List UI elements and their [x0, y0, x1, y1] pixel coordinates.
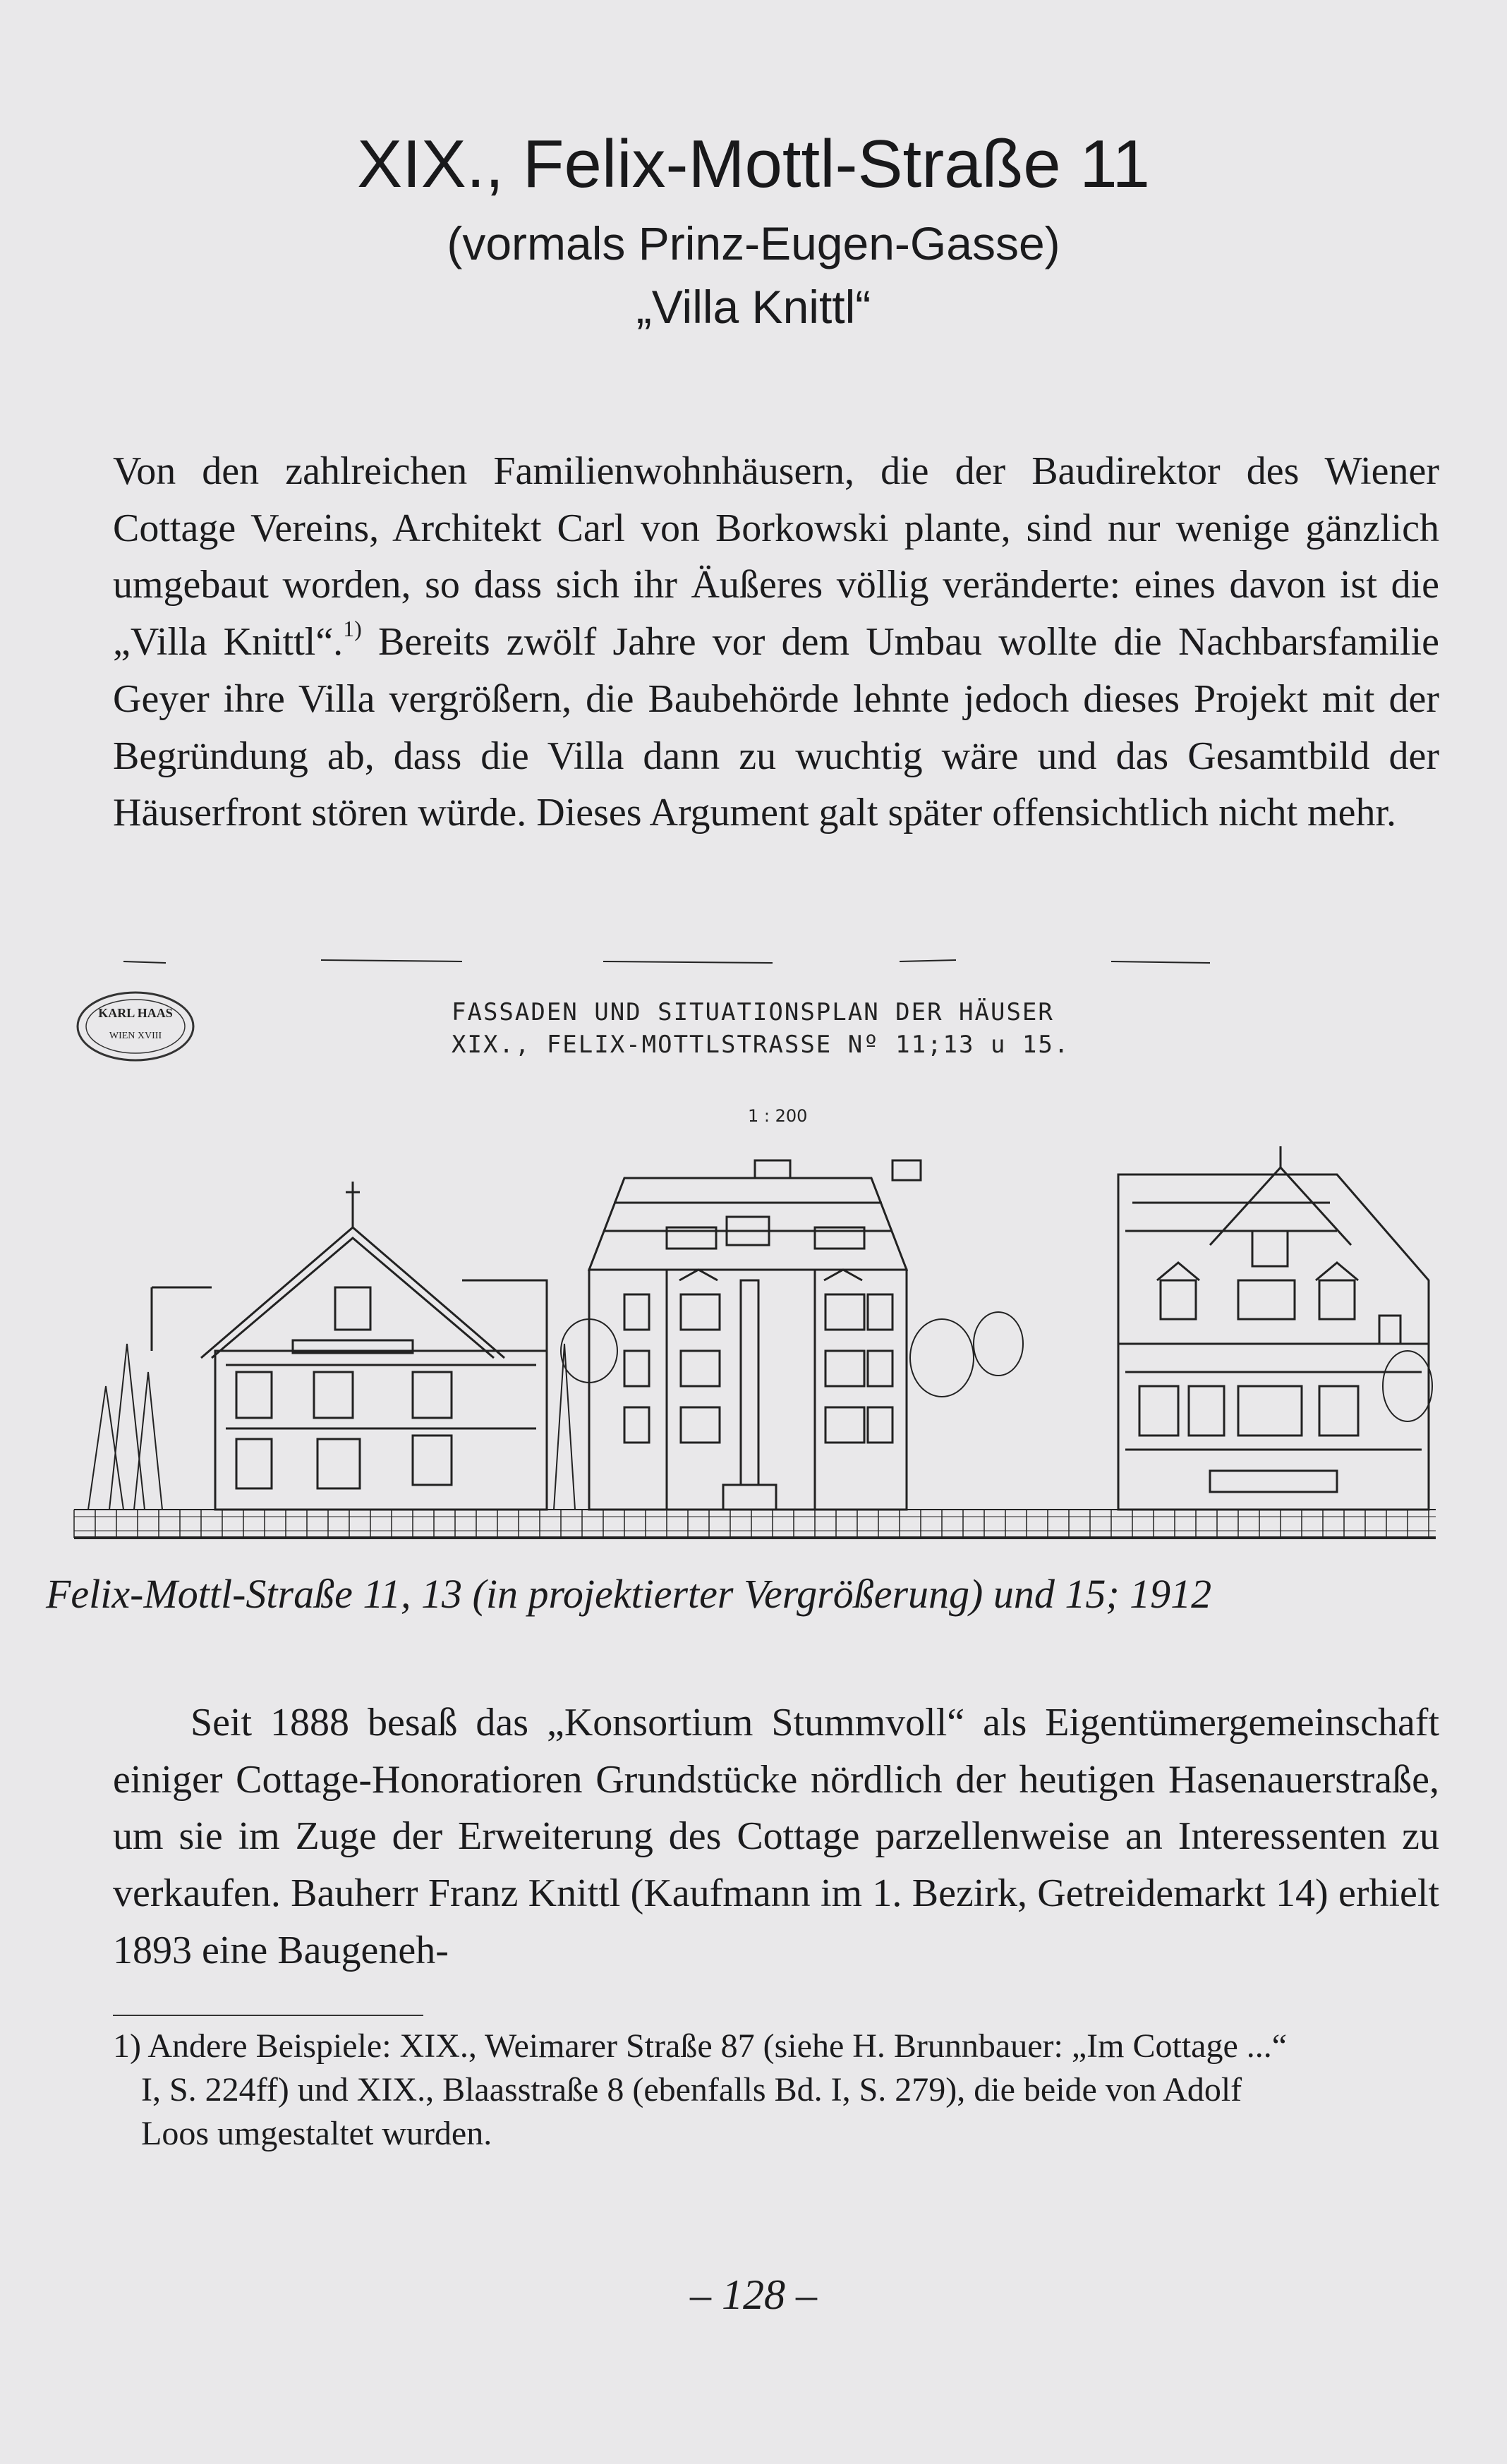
intro-text-continued: Bereits zwölf Jahre vor dem Umbau wollte die Nachbarsfamilie Geyer ihre Villa vergrößern, die Baubehörde lehnte jedoch dieses Projekt mit der Begründung ab, dass die Villa dann zu wuchtig wäre und das Gesamtbild der Häuserfront stören würde. Dieses Argument galt später offensichtlich nicht mehr.	[113, 620, 1439, 835]
intro-text: Von den zahlreichen Familienwohnhäusern, die der Baudirektor des Wiener Cottage Vereins, Architekt Carl von Borkowski plante, sind nur wenige gänzlich umgebaut worden, so dass sich ihr Äußeres völlig veränderte: eines davon ist die „Villa Knittl“.	[113, 449, 1439, 664]
footnote-line3: Loos umgestaltet wurden.	[141, 2115, 492, 2152]
stamp-place: WIEN XVIII	[109, 1031, 162, 1041]
body-paragraph	[113, 1694, 1439, 1979]
house-11	[152, 1182, 547, 1510]
house-13	[589, 1160, 921, 1510]
footnote-rule	[113, 2015, 423, 2016]
body-text: Seit 1888 besaß das „Konsortium Stummvoll“ als Eigentümergemeinschaft einiger Cottage-Honoratioren Grundstücke nördlich der heutigen Hasenauerstraße, um sie im Zuge der Erweiterung des Cottage parzellenweise an Interessenten zu verkaufen. Bauherr Franz Knittl (Kaufmann im 1. Bezirk, Getreidemarkt 14) erhielt 1893 eine Baugeneh-	[113, 1701, 1439, 1972]
footnote-line2: I, S. 224ff) und XIX., Blaasstraße 8 (ebenfalls Bd. I, S. 279), die beide von Adolf	[141, 2071, 1242, 2108]
house-15	[1118, 1146, 1429, 1510]
footnote-line1: 1) Andere Beispiele: XIX., Weimarer Straße 87 (siehe H. Brunnbauer: „Im Cottage ...“	[113, 2027, 1288, 2065]
page-subtitle: (vormals Prinz-Eugen-Gasse)	[447, 217, 1060, 269]
drawing-title-line2: XIX., FELIX-MOTTLSTRASSE Nº 11;13 u 15.	[452, 1031, 1070, 1059]
drawing-title-line1: FASSADEN UND SITUATIONSPLAN DER HÄUSER	[452, 998, 1054, 1026]
villa-name: „Villa Knittl“	[636, 281, 871, 333]
intro-paragraph	[113, 443, 1439, 842]
page-number: – 128 –	[690, 2271, 817, 2318]
archive-stamp	[74, 988, 198, 1065]
footnote	[113, 2025, 1439, 2156]
figure-caption: Felix-Mottl-Straße 11, 13 (in projektierter Vergrößerung) und 15; 1912	[46, 1571, 1212, 1617]
page-title: XIX., Felix-Mottl-Straße 11	[357, 126, 1150, 202]
drawing-title	[452, 996, 1228, 1061]
drawing-scale: 1 : 200	[748, 1106, 808, 1126]
footnote-reference[interactable]: 1)	[343, 616, 362, 642]
stamp-name: KARL HAAS	[98, 1006, 173, 1020]
